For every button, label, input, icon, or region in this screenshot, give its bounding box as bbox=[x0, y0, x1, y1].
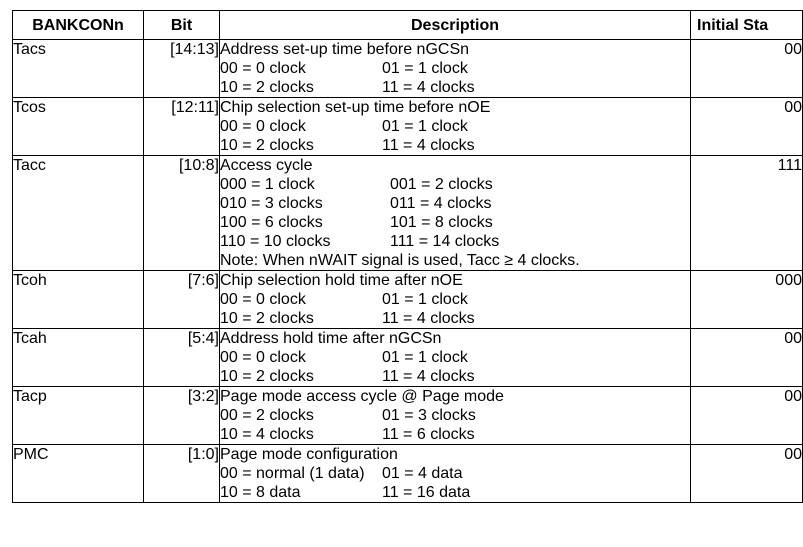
header-bit: Bit bbox=[144, 11, 220, 40]
option-row bbox=[220, 309, 690, 328]
description-title: Chip selection set-up time before nOE bbox=[220, 99, 491, 116]
option-value: 00 = 0 clock bbox=[220, 60, 306, 77]
field-description bbox=[220, 445, 691, 503]
option-value: 001 = 2 clocks bbox=[390, 176, 493, 193]
bit-range: [12:11] bbox=[144, 98, 220, 156]
bit-range: [3:2] bbox=[144, 387, 220, 445]
bit-range: [5:4] bbox=[144, 329, 220, 387]
option-row bbox=[220, 117, 690, 136]
field-name: Tcah bbox=[13, 329, 144, 387]
description-title: Address set-up time before nGCSn bbox=[220, 41, 470, 58]
initial-state: 00 bbox=[691, 387, 803, 445]
option-value: 11 = 4 clocks bbox=[382, 79, 475, 96]
bit-range: [7:6] bbox=[144, 271, 220, 329]
option-value: 101 = 8 clocks bbox=[390, 214, 493, 231]
field-description bbox=[220, 387, 691, 445]
table-row bbox=[13, 387, 803, 445]
option-row bbox=[220, 464, 690, 483]
option-value: 10 = 2 clocks bbox=[220, 310, 314, 327]
option-value: 100 = 6 clocks bbox=[220, 214, 323, 231]
option-value: 10 = 8 data bbox=[220, 484, 301, 501]
table-row bbox=[13, 98, 803, 156]
option-row bbox=[220, 367, 690, 386]
option-value: 01 = 3 clocks bbox=[382, 407, 476, 424]
option-row bbox=[220, 348, 690, 367]
option-value: 11 = 4 clocks bbox=[382, 137, 475, 154]
option-value: 00 = 0 clock bbox=[220, 349, 306, 366]
option-value: 10 = 4 clocks bbox=[220, 426, 314, 443]
field-description bbox=[220, 329, 691, 387]
option-row bbox=[220, 194, 690, 213]
option-value: 00 = normal (1 data) bbox=[220, 465, 365, 482]
header-bankconn: BANKCONn bbox=[13, 11, 144, 40]
initial-state: 00 bbox=[691, 445, 803, 503]
table-row bbox=[13, 329, 803, 387]
field-name: Tcoh bbox=[13, 271, 144, 329]
option-row bbox=[220, 483, 690, 502]
table-row bbox=[13, 271, 803, 329]
field-name: PMC bbox=[13, 445, 144, 503]
option-row bbox=[220, 290, 690, 309]
option-row bbox=[220, 213, 690, 232]
field-name: Tcos bbox=[13, 98, 144, 156]
header-initial-state: Initial Sta bbox=[691, 11, 803, 40]
field-description bbox=[220, 156, 691, 271]
option-value: 11 = 4 clocks bbox=[382, 368, 475, 385]
option-value: 011 = 4 clocks bbox=[390, 195, 492, 212]
description-title: Address hold time after nGCSn bbox=[220, 330, 442, 347]
description-title: Access cycle bbox=[220, 157, 313, 174]
description-title: Chip selection hold time after nOE bbox=[220, 272, 463, 289]
option-row bbox=[220, 232, 690, 251]
option-value: 010 = 3 clocks bbox=[220, 195, 323, 212]
option-value: 11 = 4 clocks bbox=[382, 310, 475, 327]
field-name: Tacs bbox=[13, 40, 144, 98]
table-row bbox=[13, 156, 803, 271]
initial-state: 00 bbox=[691, 329, 803, 387]
description-note: Note: When nWAIT signal is used, Tacc ≥ 4 clocks. bbox=[220, 252, 580, 269]
table-header-row bbox=[13, 11, 803, 40]
option-row bbox=[220, 175, 690, 194]
option-value: 10 = 2 clocks bbox=[220, 137, 314, 154]
option-value: 111 = 14 clocks bbox=[390, 233, 500, 250]
initial-state: 000 bbox=[691, 271, 803, 329]
option-value: 10 = 2 clocks bbox=[220, 79, 314, 96]
option-row bbox=[220, 78, 690, 97]
option-value: 11 = 6 clocks bbox=[382, 426, 475, 443]
description-title: Page mode configuration bbox=[220, 446, 398, 463]
option-value: 10 = 2 clocks bbox=[220, 368, 314, 385]
option-value: 110 = 10 clocks bbox=[220, 233, 331, 250]
option-row bbox=[220, 59, 690, 78]
option-row bbox=[220, 136, 690, 155]
field-name: Tacp bbox=[13, 387, 144, 445]
option-row bbox=[220, 425, 690, 444]
field-description bbox=[220, 98, 691, 156]
field-name: Tacc bbox=[13, 156, 144, 271]
field-description bbox=[220, 40, 691, 98]
option-value: 000 = 1 clock bbox=[220, 176, 315, 193]
bit-range: [1:0] bbox=[144, 445, 220, 503]
option-row bbox=[220, 406, 690, 425]
table-row bbox=[13, 445, 803, 503]
option-value: 11 = 16 data bbox=[382, 484, 471, 501]
option-value: 01 = 1 clock bbox=[382, 349, 468, 366]
description-title: Page mode access cycle @ Page mode bbox=[220, 388, 504, 405]
bit-range: [10:8] bbox=[144, 156, 220, 271]
table-row bbox=[13, 40, 803, 98]
option-value: 01 = 4 data bbox=[382, 465, 463, 482]
option-value: 01 = 1 clock bbox=[382, 60, 468, 77]
initial-state: 00 bbox=[691, 40, 803, 98]
option-value: 00 = 0 clock bbox=[220, 118, 306, 135]
initial-state: 111 bbox=[691, 156, 803, 271]
option-value: 01 = 1 clock bbox=[382, 291, 468, 308]
header-description: Description bbox=[220, 11, 691, 40]
bit-range: [14:13] bbox=[144, 40, 220, 98]
field-description bbox=[220, 271, 691, 329]
bankcon-register-table bbox=[12, 10, 803, 503]
initial-state: 00 bbox=[691, 98, 803, 156]
option-value: 01 = 1 clock bbox=[382, 118, 468, 135]
option-value: 00 = 2 clocks bbox=[220, 407, 314, 424]
option-value: 00 = 0 clock bbox=[220, 291, 306, 308]
